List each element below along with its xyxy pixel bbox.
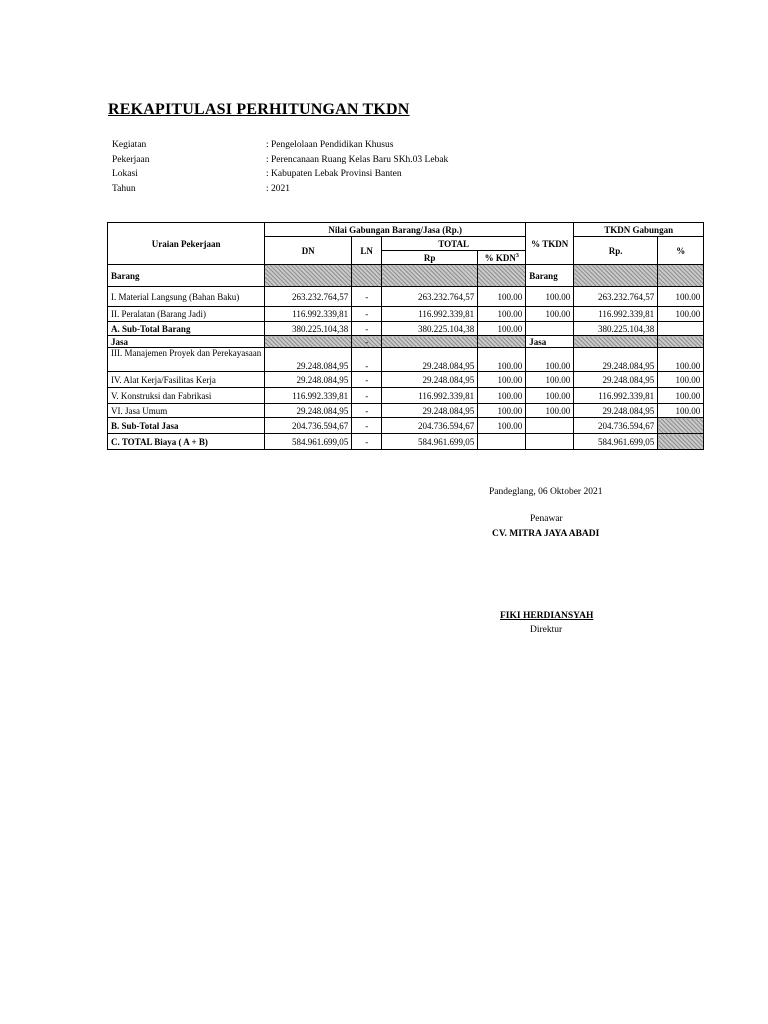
total-gab-rp: 584.961.699,05 — [574, 434, 658, 450]
hatch-cell — [478, 336, 526, 348]
row-gab-rp: 116.992.339,81 — [574, 307, 658, 322]
hatch-cell — [478, 265, 526, 287]
subtotal-barang-kdn: 100.00 — [478, 322, 526, 336]
row-gab-rp: 29.248.084,95 — [574, 372, 658, 388]
row-tkdn: 100.00 — [526, 388, 574, 404]
row-dn: 116.992.339,81 — [265, 307, 352, 322]
hatch-cell — [352, 265, 382, 287]
section-tkdn-jasa: Jasa — [526, 336, 574, 348]
subtotal-jasa-dn: 204.736.594,67 — [265, 418, 352, 434]
table-row — [108, 372, 704, 388]
row-kdn: 100.00 — [478, 388, 526, 404]
row-name: III. Manajemen Proyek dan Perekayasaan — [108, 348, 265, 372]
place-date: Pandeglang, 06 Oktober 2021 — [489, 487, 603, 497]
hatch-cell — [574, 265, 658, 287]
row-name: IV. Alat Kerja/Fasilitas Kerja — [108, 372, 265, 388]
row-dn: 116.992.339,81 — [265, 388, 352, 404]
row-rp: 116.992.339,81 — [382, 388, 478, 404]
row-tkdn: 100.00 — [526, 287, 574, 307]
subtotal-barang-ln: - — [352, 322, 382, 336]
subtotal-row-barang — [108, 322, 704, 336]
subtotal-barang-rp: 380.225.104,38 — [382, 322, 478, 336]
row-gab-rp: 29.248.084,95 — [574, 348, 658, 372]
info-value: : Pengelolaan Pendidikan Khusus — [266, 140, 394, 150]
total-ln: - — [352, 434, 382, 450]
row-dn: 29.248.084,95 — [265, 348, 352, 372]
total-row — [108, 434, 704, 450]
total-tkdn — [526, 434, 574, 450]
subtotal-jasa-kdn: 100.00 — [478, 418, 526, 434]
hatch-cell — [658, 434, 704, 450]
subtotal-jasa-rp: 204.736.594,67 — [382, 418, 478, 434]
header-nilai-gabungan: Nilai Gabungan Barang/Jasa (Rp.) — [265, 223, 526, 237]
hatch-cell — [658, 418, 704, 434]
row-kdn: 100.00 — [478, 404, 526, 418]
header-kdn — [478, 251, 526, 265]
subtotal-barang-dn: 380.225.104,38 — [265, 322, 352, 336]
row-kdn: 100.00 — [478, 348, 526, 372]
company-name: CV. MITRA JAYA ABADI — [492, 529, 600, 539]
header-pct: % — [658, 237, 704, 265]
table-row — [108, 404, 704, 418]
row-rp: 29.248.084,95 — [382, 348, 478, 372]
hatch-cell — [574, 336, 658, 348]
row-kdn: 100.00 — [478, 372, 526, 388]
row-rp: 263.232.764,57 — [382, 287, 478, 307]
row-tkdn: 100.00 — [526, 404, 574, 418]
row-tkdn: 100.00 — [526, 307, 574, 322]
header-total: TOTAL — [382, 237, 526, 251]
subtotal-jasa-name: B. Sub-Total Jasa — [108, 418, 265, 434]
total-rp: 584.961.699,05 — [382, 434, 478, 450]
section-row-barang — [108, 265, 704, 287]
header-rp: Rp — [382, 251, 478, 265]
header-tkdn-rp: Rp. — [574, 237, 658, 265]
row-ln: - — [352, 404, 382, 418]
hatch-cell — [382, 336, 478, 348]
hatch-cell — [382, 265, 478, 287]
info-label: Kegiatan — [112, 140, 147, 150]
row-name: II. Peralatan (Barang Jadi) — [108, 307, 265, 322]
hatch-cell — [658, 265, 704, 287]
row-gab-rp: 263.232.764,57 — [574, 287, 658, 307]
row-kdn: 100.00 — [478, 307, 526, 322]
info-value: : Perencanaan Ruang Kelas Baru SKh.03 Lebak — [266, 154, 449, 165]
info-value: : 2021 — [266, 183, 291, 194]
info-value: : Kabupaten Lebak Provinsi Banten — [266, 169, 402, 179]
row-gab-pct: 100.00 — [658, 404, 704, 418]
row-ln: - — [352, 348, 382, 372]
header-tkdn: % TKDN — [526, 223, 574, 265]
header-dn: DN — [265, 237, 352, 265]
row-ln: - — [352, 307, 382, 322]
row-tkdn: 100.00 — [526, 372, 574, 388]
total-dn: 584.961.699,05 — [265, 434, 352, 450]
subtotal-barang-tkdn — [526, 322, 574, 336]
row-gab-pct: 100.00 — [658, 348, 704, 372]
row-gab-pct: 100.00 — [658, 307, 704, 322]
header-ln: LN — [352, 237, 382, 265]
header-kdn-sup: 3 — [515, 252, 519, 259]
hatch-cell — [265, 265, 352, 287]
subtotal-jasa-ln: - — [352, 418, 382, 434]
hatch-cell — [265, 336, 352, 348]
row-gab-pct: 100.00 — [658, 287, 704, 307]
header-kdn-label: % KDN — [484, 252, 516, 263]
section-jasa-ln: - — [352, 336, 382, 348]
row-dn: 29.248.084,95 — [265, 372, 352, 388]
table-row — [108, 388, 704, 404]
table-row — [108, 307, 704, 322]
subtotal-jasa-tkdn — [526, 418, 574, 434]
header-uraian: Uraian Pekerjaan — [108, 223, 265, 265]
signer-role: Penawar — [530, 514, 563, 524]
tkdn-table — [107, 222, 704, 450]
subtotal-jasa-gab-rp: 204.736.594,67 — [574, 418, 658, 434]
hatch-cell — [658, 336, 704, 348]
header-row-1 — [108, 223, 704, 237]
row-tkdn: 100.00 — [526, 348, 574, 372]
signer-position: Direktur — [530, 625, 563, 635]
header-tkdn-gabungan: TKDN Gabungan — [574, 223, 704, 237]
subtotal-barang-name: A. Sub-Total Barang — [108, 322, 265, 336]
row-name: V. Konstruksi dan Fabrikasi — [108, 388, 265, 404]
table-row — [108, 287, 704, 307]
row-rp: 116.992.339,81 — [382, 307, 478, 322]
row-gab-pct: 100.00 — [658, 372, 704, 388]
row-ln: - — [352, 372, 382, 388]
signer-name: FIKI HERDIANSYAH — [500, 611, 594, 621]
page-title: REKAPITULASI PERHITUNGAN TKDN — [108, 101, 410, 118]
section-label-barang: Barang — [108, 265, 265, 287]
subtotal-row-jasa — [108, 418, 704, 434]
info-label: Lokasi — [112, 169, 138, 179]
total-name: C. TOTAL Biaya ( A + B) — [108, 434, 265, 450]
row-rp: 29.248.084,95 — [382, 372, 478, 388]
total-kdn — [478, 434, 526, 450]
section-label-jasa: Jasa — [108, 336, 265, 348]
table-row — [108, 348, 704, 372]
subtotal-barang-gab-pct — [658, 322, 704, 336]
row-gab-pct: 100.00 — [658, 388, 704, 404]
row-name: VI. Jasa Umum — [108, 404, 265, 418]
section-row-jasa — [108, 336, 704, 348]
row-name: I. Material Langsung (Bahan Baku) — [108, 287, 265, 307]
row-kdn: 100.00 — [478, 287, 526, 307]
row-gab-rp: 29.248.084,95 — [574, 404, 658, 418]
row-ln: - — [352, 287, 382, 307]
row-ln: - — [352, 388, 382, 404]
row-dn: 29.248.084,95 — [265, 404, 352, 418]
subtotal-barang-gab-rp: 380.225.104,38 — [574, 322, 658, 336]
row-gab-rp: 116.992.339,81 — [574, 388, 658, 404]
info-label: Tahun — [112, 183, 136, 194]
row-dn: 263.232.764,57 — [265, 287, 352, 307]
info-label: Pekerjaan — [112, 154, 150, 165]
section-tkdn-barang: Barang — [526, 265, 574, 287]
row-rp: 29.248.084,95 — [382, 404, 478, 418]
